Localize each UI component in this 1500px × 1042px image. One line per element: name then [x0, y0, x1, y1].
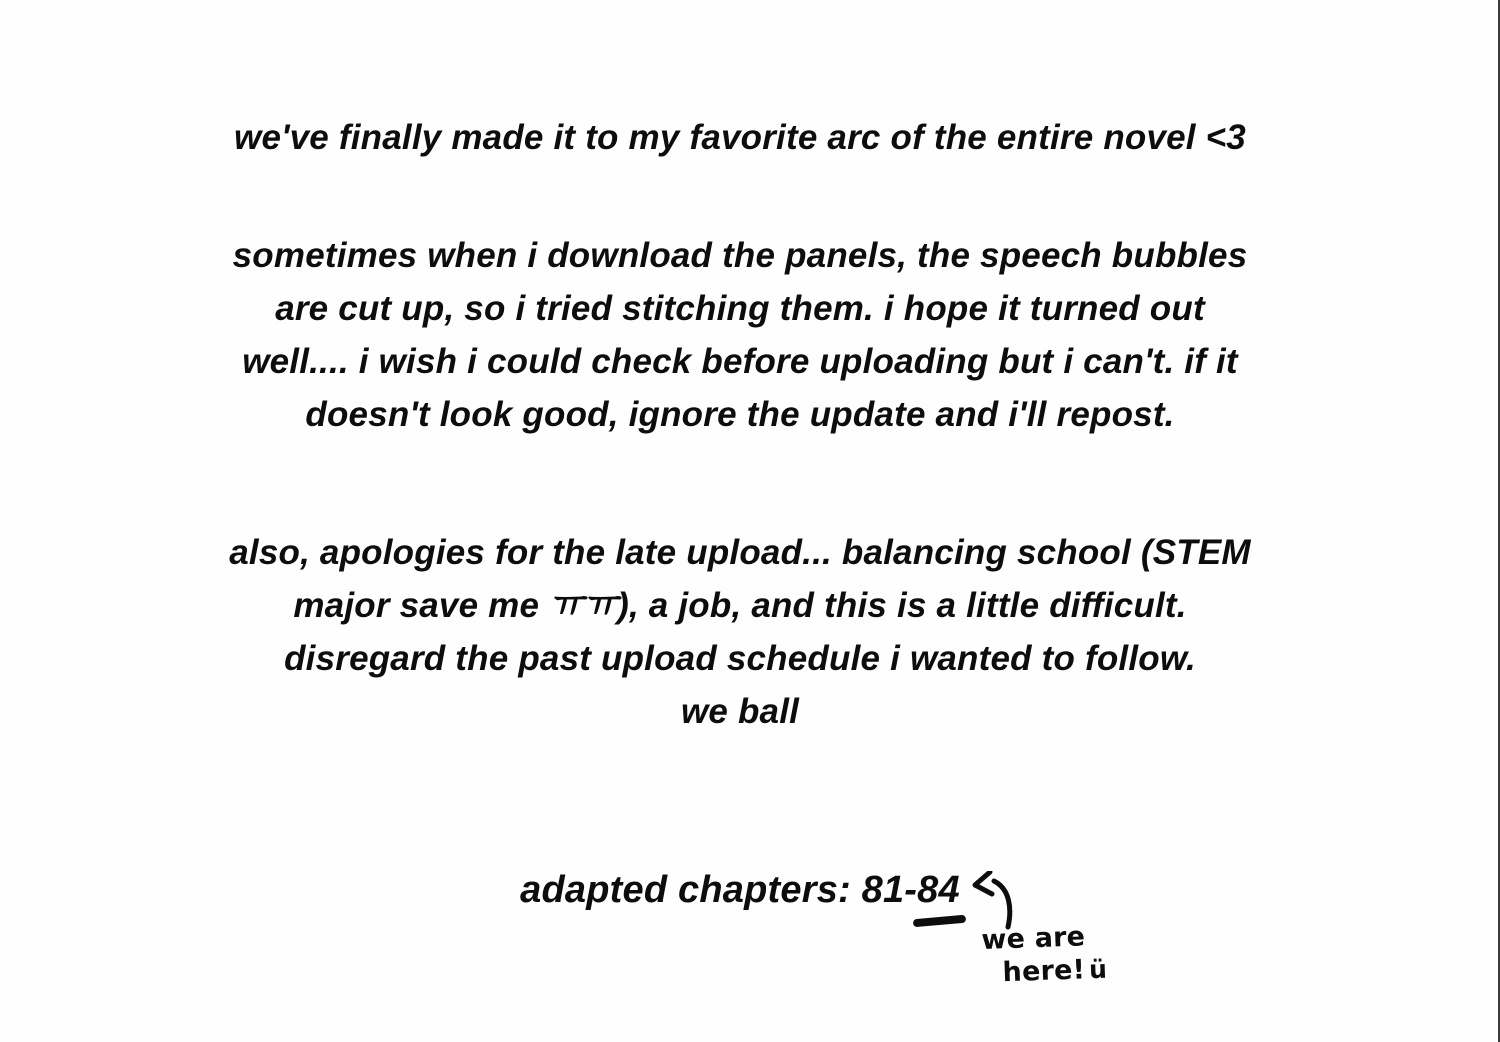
intro-line: we've finally made it to my favorite arc of the entire novel <3 [234, 118, 1246, 157]
paragraph-line: we ball [680, 692, 800, 731]
paragraph-line: sometimes when i download the panels, the speech bubbles [232, 236, 1248, 275]
we-are-here-note [981, 918, 1153, 990]
annotation-line: we are [980, 921, 1086, 956]
paragraph-line: disregard the past upload schedule i wanted to follow. [284, 639, 1196, 678]
stitching-paragraph [0, 229, 1480, 441]
paragraph-line: are cut up, so i tried stitching them. i hope it turned out [275, 289, 1205, 328]
paragraph-line: major save me ㅠㅠ), a job, and this is a little difficult. [293, 586, 1187, 625]
adapted-chapters-line [0, 867, 1480, 989]
annotation-line: here! [1001, 954, 1086, 989]
paragraph-line: well.... i wish i could check before uploading but i can't. if it [242, 342, 1238, 381]
current-chapter-underlined: 84 [917, 869, 960, 911]
paragraph-line: also, apologies for the late upload... balancing school (STEM [229, 533, 1251, 572]
paragraph-line: doesn't look good, ignore the update and i'll repost. [305, 395, 1175, 434]
adapted-chapters-label: adapted chapters: 81- [520, 869, 918, 911]
apology-paragraph [0, 526, 1480, 738]
smiley-icon: ü [1088, 954, 1108, 985]
adapted-chapters-wrap [520, 867, 1108, 989]
